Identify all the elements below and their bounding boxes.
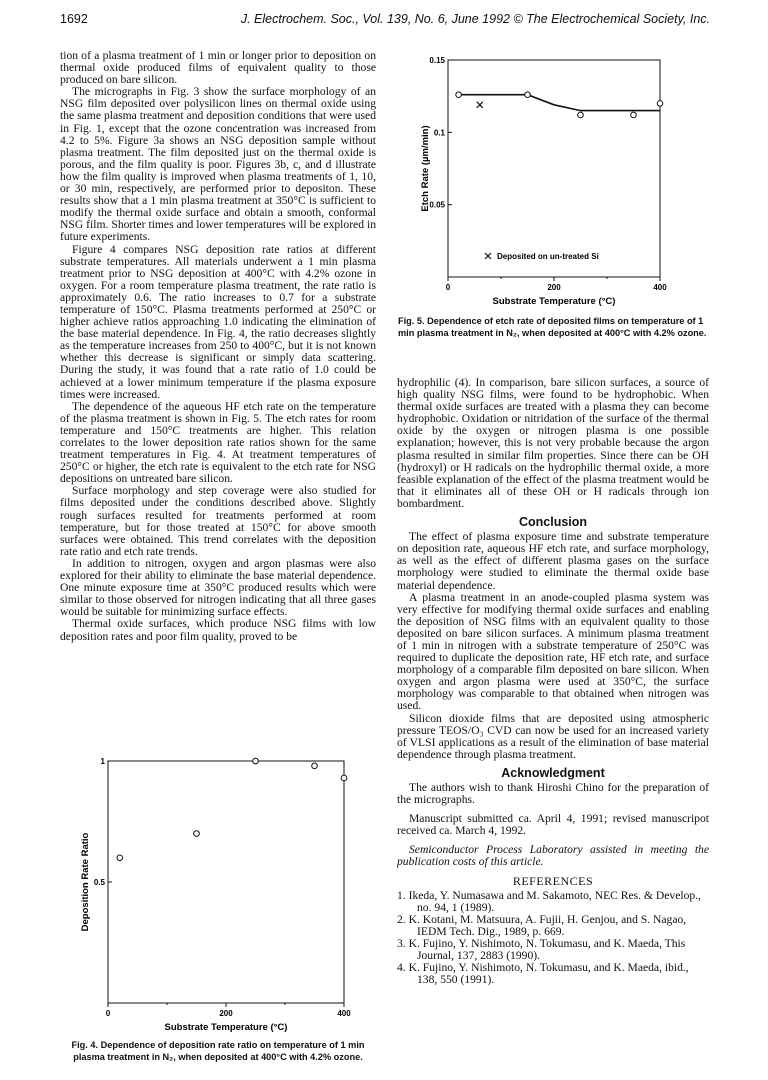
paragraph: A plasma treatment in an anode-coupled plasma system was very effective for modifying thermal oxide surfaces and enabling the deposition of NSG films with an equivalent quality to those deposited on bare silicon surfaces. A minimum plasma treatment of 1 min in nitrogen with a substrate temperature of 250°C was required to duplicate the deposition rate, HF etch rate, and surface morphology of a comparable film deposited on bare silicon. When oxygen and argon plasma were used at 350°C, the surface morphology was comparable to that obtained when nitrogen was used.: [397, 590, 709, 713]
legend: [485, 252, 599, 261]
publication-note: Semiconductor Process Laboratory assisted in meeting the publication costs of this article.: [397, 843, 709, 869]
y-axis-label: Etch Rate (µm/min): [420, 125, 431, 212]
fig4-caption: Fig. 4. Dependence of deposition rate ratio on temperature of 1 min plasma treatment in N₂, when deposited at 400°C with 4.2% ozone.: [71, 1040, 365, 1062]
running-header: J. Electrochem. Soc., Vol. 139, No. 6, June 1992 © The Electrochemical Society, Inc.: [240, 12, 710, 26]
left-column: [60, 50, 376, 643]
paragraph: Thermal oxide surfaces, which produce NSG films with low deposition rates and poor film quality, proved to be: [60, 617, 376, 643]
paragraph: The micrographs in Fig. 3 show the surface morphology of an NSG film deposited over polysilicon lines on thermal oxide using the same plasma treatment and deposition conditions that were used in Fig. 1, except that the ozone concentration was increased from 4.2 to 5%. Figure 3a shows an NSG deposition sample without plasma treatment. The film deposited just on the thermal oxide is porous, and the film quality is poor. Figures 3b, c, and d illustrate how the film quality is improved when plasma treatments of 1, 10, or 30 min, respectively, are performed prior to depositon. These results show that a 1 min plasma treatment at 350°C is sufficient to modify the thermal oxide surface and obtain a smooth, conformal NSG film. Shorter times and lower temperatures will be explored in future experiments.: [60, 85, 376, 244]
data-point: [194, 831, 200, 837]
paragraph: tion of a plasma treatment of 1 min or longer prior to deposition on thermal oxide produced films of equivalent quality to those produced on bare silicon.: [60, 49, 376, 87]
x-tick-label: 400: [653, 283, 667, 292]
y-tick-label: 0.15: [429, 56, 445, 65]
y-tick-label: 0.05: [429, 200, 445, 210]
paragraph: In addition to nitrogen, oxygen and argon plasmas were also explored for their ability to eliminate the base material dependence. One minute exposure time at 350°C produced results which were similar to those observed for nitrogen indicating that all three gases would be suitable for minimizing surface effects.: [60, 556, 376, 619]
x-tick-label: 200: [547, 283, 561, 292]
data-point: [341, 775, 347, 781]
reference-item: 1. Ikeda, Y. Numasawa and M. Sakamoto, NEC Res. & Develop., no. 94, 1 (1989).: [397, 888, 701, 914]
acknowledgment-heading: Acknowledgment: [501, 765, 605, 780]
right-column: [397, 377, 709, 986]
fig5-etch-rate-chart: [418, 52, 680, 310]
data-point: [117, 855, 123, 861]
y-axis-label: Deposition Rate Ratio: [80, 832, 91, 932]
y-tick-label: 0.1: [433, 128, 445, 138]
reference-item: 4. K. Fujino, Y. Nishimoto, N. Tokumasu, and K. Maeda, ibid., 138, 550 (1991).: [397, 961, 689, 987]
paragraph: The dependence of the aqueous HF etch rate on the temperature of the plasma treatment is shown in Fig. 5. The etch rates for room temperature and 150°C treatments are higher. This relation correlates to the lower deposition rate ratios shown for the same treatment temperatures in Fig. 4. At treatment temperatures of 250°C or higher, the etch rate is equivalent to the etch rate for NSG depositions on untreated bare silicon.: [60, 399, 376, 486]
paragraph: hydrophilic (4). In comparison, bare silicon surfaces, a source of high quality NSG films, were found to be hydrophobic. When thermal oxide surfaces are treated with a plasma they can become hydrophobic. Oxidation or nitridation of the surface of the thermal oxide by the oxygen or nitrogen plasma is one possible explanation; however, this is not very probable because the argon plasma resulted in similar film properties. Since there can be OH (hydroxyl) or H radicals on the hydrophilic thermal oxide, a more feasible explanation of the effect of the plasma treatment would be that it eliminates all of these OH or H radicals through ion bombardment.: [397, 376, 709, 510]
references-heading: REFERENCES: [512, 873, 594, 888]
y-tick-label: 1: [100, 757, 105, 766]
page-number: 1692: [60, 12, 88, 26]
trend-line: [459, 95, 660, 111]
reference-item: 2. K. Kotani, M. Matsuura, A. Fujii, H. Genjou, and S. Nagao, IEDM Tech. Dig., 1989, p. 669.: [397, 912, 687, 938]
paragraph: Silicon dioxide films that are deposited using atmospheric pressure TEOS/O₃ CVD can now be used for an increased variety of VLSI applications as a result of the elimination of base material dependence through plasma treatment.: [397, 711, 709, 761]
data-point: [631, 112, 637, 118]
legend-label: Deposited on un-treated Si: [497, 252, 599, 261]
x-tick-label: 0: [445, 283, 451, 292]
paragraph: Surface morphology and step coverage were also studied for films deposited under the conditions described above. Slightly rough surfaces resulted for treatments performed at room temperature, but for those treated at 150°C for above smooth surfaces were obtained. This trend correlates with the deposition rate ratio and etch rate trends.: [60, 484, 376, 558]
data-point: [253, 758, 259, 764]
paragraph: The authors wish to thank Hiroshi Chino for the preparation of the micrographs.: [397, 781, 709, 807]
manuscript-note: Manuscript submitted ca. April 4, 1991; revised manuscripot received ca. March 4, 1992.: [397, 812, 709, 838]
legend-x-marker: [485, 253, 491, 259]
paragraph: The effect of plasma exposure time and substrate temperature on deposition rate, aqueous HF etch rate, and surface morphology, as well as the effect of different plasma gases on the surface morphology were studied to eliminate the thermal oxide base material dependence.: [397, 530, 709, 592]
paragraph: Figure 4 compares NSG deposition rate ratios at different substrate temperatures. All materials underwent a 1 min plasma treatment prior to NSG deposition at 400°C with 4.2% ozone in oxygen. For a room temperature plasma treatment, the rate ratio is approximately 0.6. The ratio increases to 0.7 for a substrate temperature of 150°C. Plasma treatments performed at 250°C or higher achieve ratios approaching 1.0 indicating the elimination of the base material dependence. In Fig. 4, the ratio decreases slightly as the temperature increases from 250 to 400°C, but it is not known whether this decrease is significant or simply data scattering. During the study, it was found that a rate ratio of 1.0 could be achieved at a lower minimum temperature if the plasma exposure times were increased.: [60, 242, 376, 401]
x-marker-stroke: [477, 102, 483, 108]
y-tick-label: 0.5: [93, 878, 105, 887]
data-point: [578, 112, 584, 118]
x-axis-label: Substrate Temperature (°C): [492, 296, 616, 307]
data-point: [312, 763, 318, 769]
plot-frame: [448, 60, 660, 277]
fig4-deposition-ratio-chart: [78, 757, 368, 1040]
reference-item: 3. K. Fujino, Y. Nishimoto, N. Tokumasu, and K. Maeda, This Journal, 137, 2883 (1990).: [397, 937, 686, 963]
x-tick-label: 200: [219, 1009, 233, 1018]
fig5-caption: Fig. 5. Dependence of etch rate of deposited films on temperature of 1 min plasma treatment in N₂, when deposited at 400°C with 4.2% ozone.: [398, 316, 707, 338]
reference-list: [397, 890, 709, 987]
data-point: [456, 92, 462, 98]
data-point: [525, 92, 531, 98]
data-point: [657, 101, 663, 107]
conclusion-heading: Conclusion: [518, 515, 588, 530]
x-axis-label: Substrate Temperature (°C): [164, 1022, 288, 1033]
x-marker: [477, 102, 483, 108]
x-tick-label: 400: [337, 1009, 351, 1018]
plot-frame: [108, 761, 344, 1003]
x-tick-label: 0: [105, 1009, 111, 1018]
